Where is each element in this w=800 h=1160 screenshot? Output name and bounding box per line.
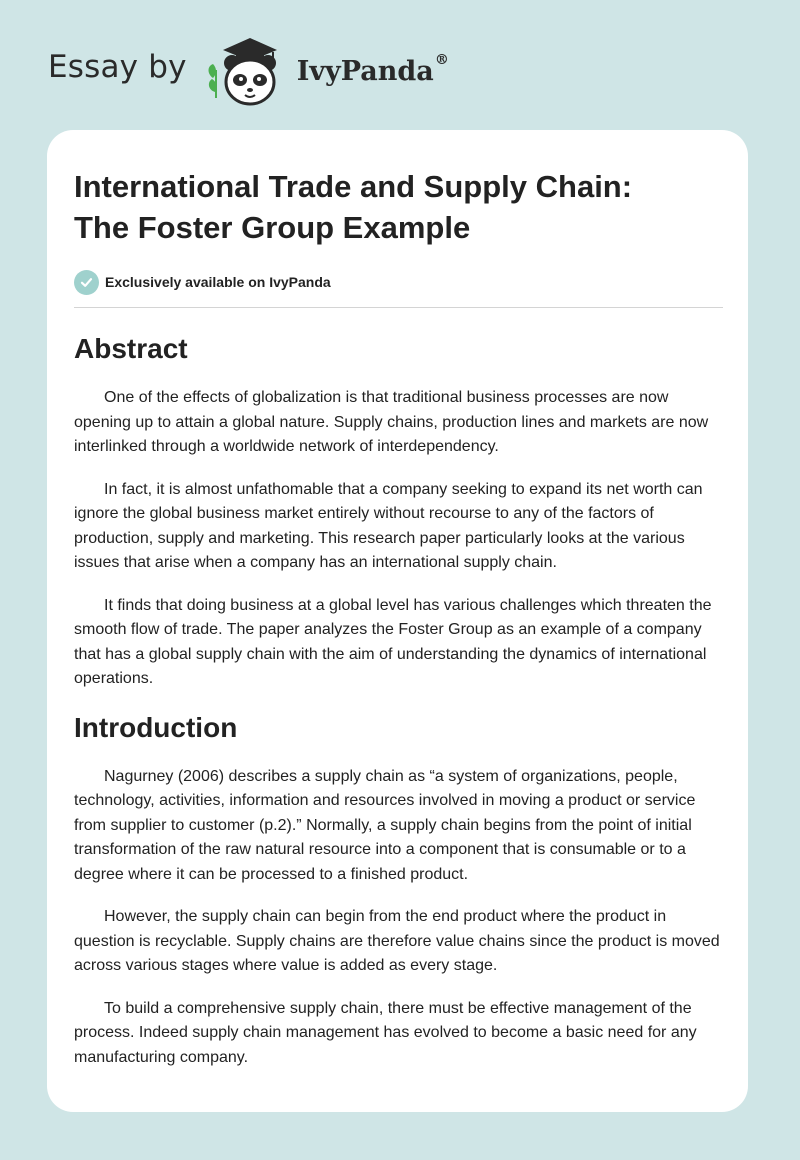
site-header <box>48 30 449 110</box>
introduction-paragraph-2: However, the supply chain can begin from the end product where the product in question is recyclable. Supply chains are therefore value chains since the product is moved across various stages where value is added as every stage. <box>74 908 720 974</box>
section-heading-introduction: Introduction <box>74 711 238 743</box>
article-title <box>74 166 724 248</box>
exclusive-label: Exclusively available on IvyPanda <box>105 274 331 290</box>
abstract-paragraph-3: It finds that doing business at a global level has various challenges which threaten the smooth flow of trade. The paper analyzes the Foster Group as an example of a company that has a global supply chain with the aim of understanding the dynamics of international operations. <box>74 596 712 687</box>
abstract-paragraph-2: In fact, it is almost unfathomable that a company seeking to expand its net worth can ignore the global business market entirely without recourse to any of the factors of production, supply and marketing. This research paper particularly looks at the various issues that arise when a company has an international supply chain. <box>74 480 703 571</box>
abstract-paragraph-1: One of the effects of globalization is that traditional business processes are now opening up to attain a global nature. Supply chains, production lines and markets are now interlinked through a worldwide network of interdependency. <box>74 389 709 455</box>
title-line-2: The Foster Group Example <box>74 210 471 245</box>
title-line-1: International Trade and Supply Chain: <box>74 169 633 204</box>
article-card <box>47 130 748 1112</box>
panda-logo-icon[interactable] <box>203 30 295 110</box>
section-heading-abstract: Abstract <box>74 333 188 364</box>
introduction-paragraph-3: To build a comprehensive supply chain, there must be effective management of the process. Indeed supply chain management has evolved to become a basic need for any manufacturing company. <box>74 999 697 1066</box>
article-content <box>74 130 724 1070</box>
divider <box>74 307 723 308</box>
check-icon <box>74 270 99 295</box>
introduction-paragraph-1: Nagurney (2006) describes a supply chain as “a system of organizations, people, technology, activities, information and resources involved in moving a product or service from supplier to customer (p.2).” Normally, a supply chain begins from the point of initial transformation of the raw natural resource into a component that is consumable or to a degree where it can be processed to a finished product. <box>74 767 696 883</box>
exclusive-badge <box>74 269 724 295</box>
registered-mark: ® <box>434 51 449 68</box>
brand-name[interactable]: IvyPanda® <box>296 51 449 87</box>
essay-by-label: Essay by <box>48 49 187 85</box>
